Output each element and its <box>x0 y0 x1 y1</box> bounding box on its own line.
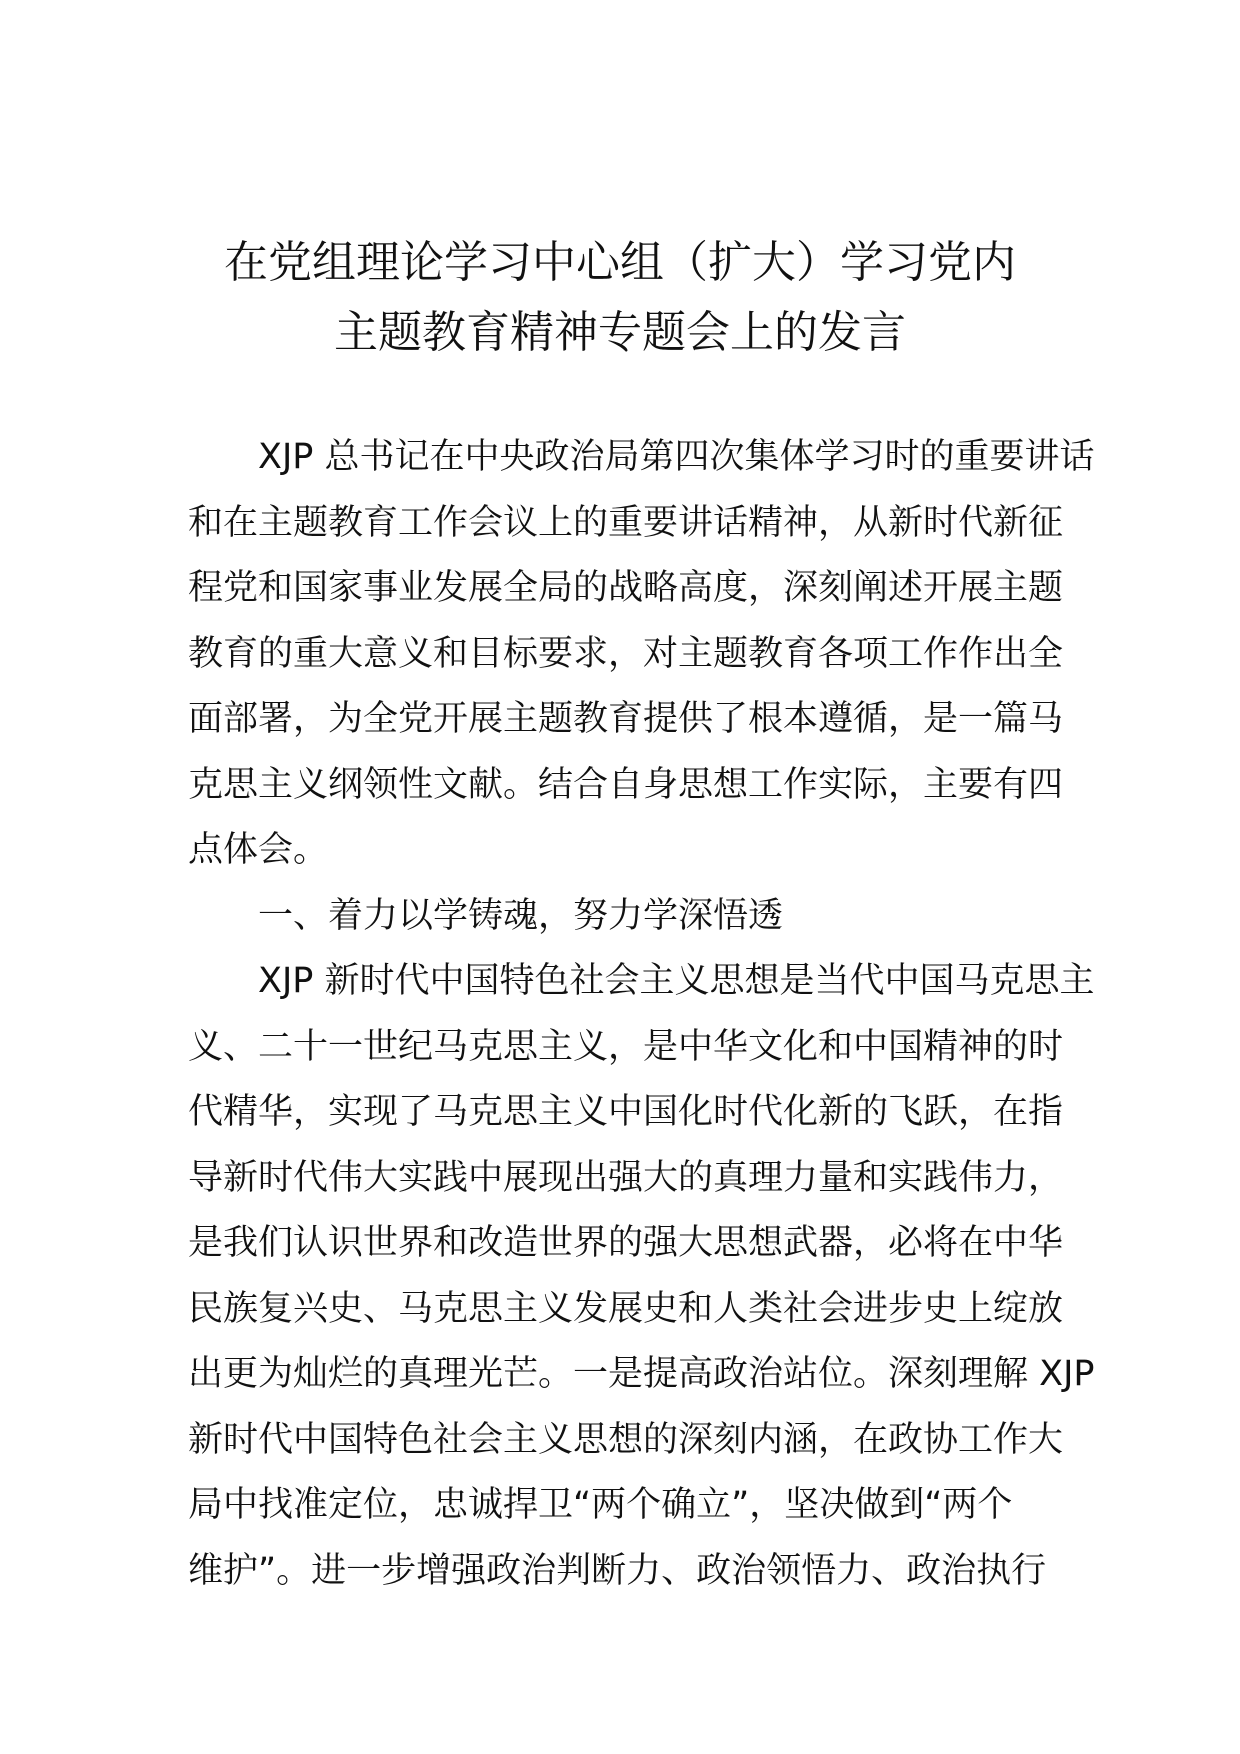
title-line-1: 在党组理论学习中心组（扩大）学习党内 <box>224 237 1016 288</box>
paragraph-2-line: 局中找准定位，忠诚捍卫“两个确立”，坚决做到“两个 <box>188 1485 1013 1525</box>
paragraph-2-line: 是我们认识世界和改造世界的强大思想武器，必将在中华 <box>188 1223 1064 1263</box>
title-line-2: 主题教育精神专题会上的发言 <box>334 307 906 358</box>
paragraph-2-line: 维护”。进一步增强政治判断力、政治领悟力、政治执行 <box>188 1550 1047 1591</box>
paragraph-1-line: 点体会。 <box>188 830 329 870</box>
paragraph-1-line: 面部署，为全党开展主题教育提供了根本遵循，是一篇马 <box>188 699 1064 739</box>
paragraph-1-line: 和在主题教育工作会议上的重要讲话精神，从新时代新征 <box>188 502 1064 543</box>
paragraph-2-line: 出更为灿烂的真理光芒。一是提高政治站位。深刻理解 XJP <box>188 1354 1095 1394</box>
paragraph-1-line: XJP 总书记在中央政治局第四次集体学习时的重要讲话 <box>258 437 1095 477</box>
paragraph-2-line: 义、二十一世纪马克思主义，是中华文化和中国精神的时 <box>188 1026 1064 1067</box>
paragraph-2-line: 代精华，实现了马克思主义中国化时代化新的飞跃，在指 <box>188 1092 1064 1132</box>
section-heading-1: 一、着力以学铸魂，努力学深悟透 <box>258 895 784 936</box>
paragraph-1-line: 程党和国家事业发展全局的战略高度，深刻阐述开展主题 <box>188 568 1064 608</box>
document-body <box>188 425 1095 1604</box>
paragraph-2-line: 民族复兴史、马克思主义发展史和人类社会进步史上绽放 <box>188 1288 1064 1329</box>
paragraph-2-line: 导新时代伟大实践中展现出强大的真理力量和实践伟力， <box>188 1157 1064 1198</box>
paragraph-2-line: 新时代中国特色社会主义思想的深刻内涵，在政协工作大 <box>188 1419 1064 1460</box>
paragraph-1-line: 克思主义纲领性文献。结合自身思想工作实际，主要有四 <box>188 764 1064 805</box>
paragraph-1-line: 教育的重大意义和目标要求，对主题教育各项工作作出全 <box>188 633 1064 674</box>
document-title <box>160 228 1080 368</box>
paragraph-2-line: XJP 新时代中国特色社会主义思想是当代中国马克思主 <box>258 961 1095 1001</box>
